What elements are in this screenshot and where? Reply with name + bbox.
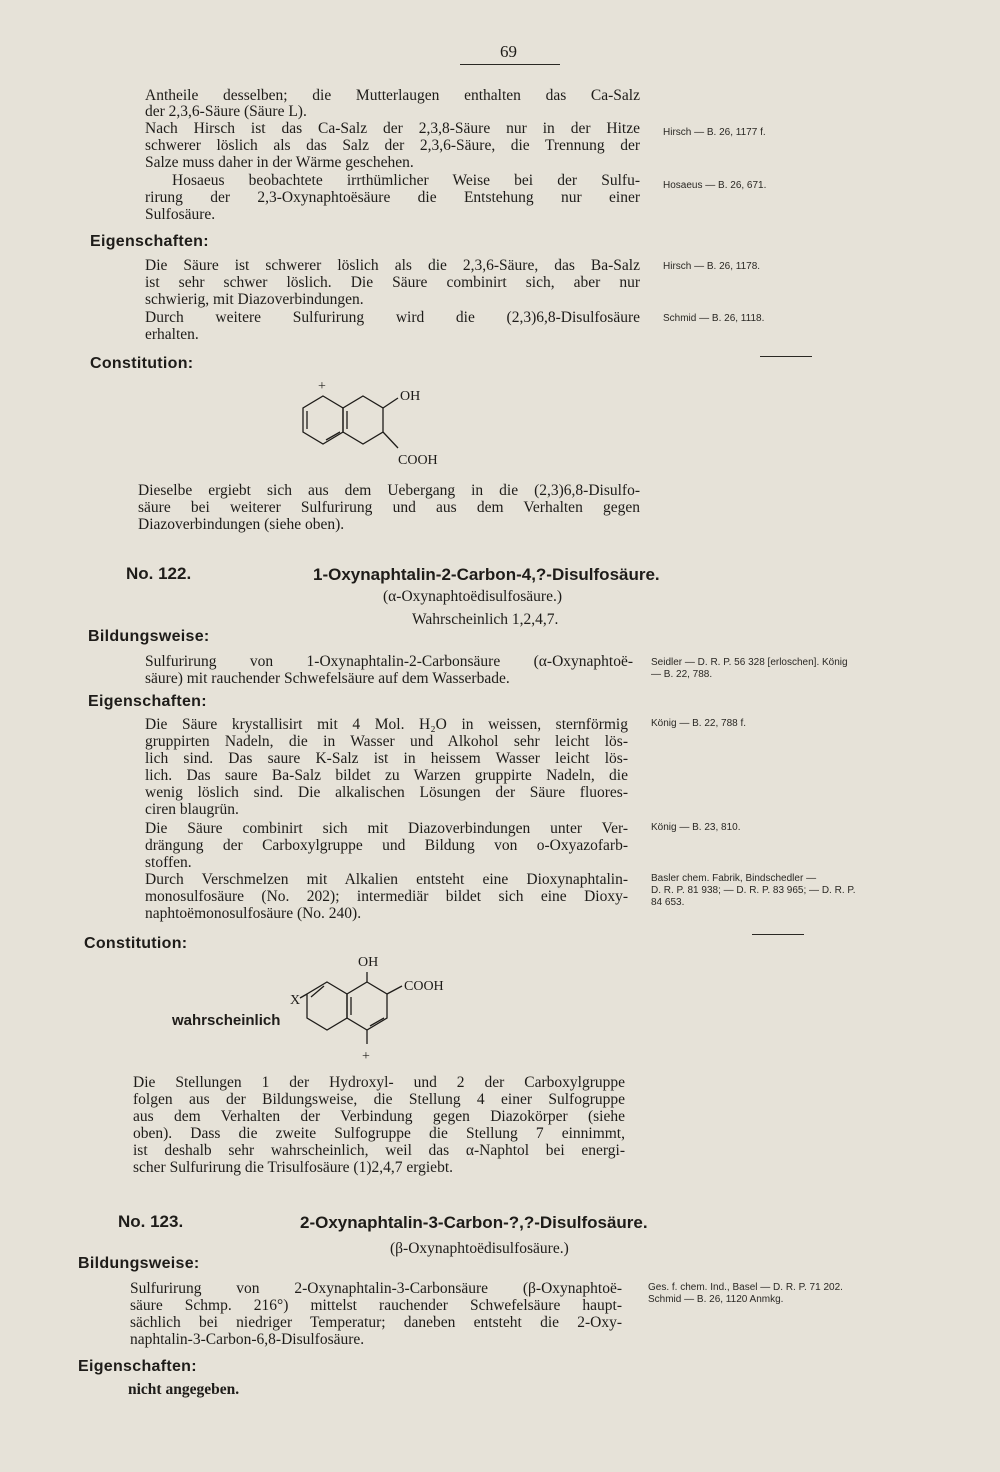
intro-line: rirung der 2,3-Oxynaphtoësäure die Entstehung nur einer [145,189,640,206]
section-heading-eigenschaften: Eigenschaften: [88,693,207,710]
body-line: naphtoëmonosulfosäure (No. 240). [145,905,362,922]
body-line: nicht angegeben. [128,1381,240,1398]
margin-rule [760,356,812,357]
body-line: Durch weitere Sulfurirung wird die (2,3)6,8-Disulfosäure [145,309,640,326]
body-line: schwierig, mit Diazoverbindungen. [145,291,364,308]
entry-title: 1-Oxynaphtalin-2-Carbon-4,?-Disulfosäure. [313,565,660,584]
margin-rule [752,934,804,935]
body-line: aus dem Verhalten der Verbindung gegen Diazokörper (siehe [133,1108,625,1125]
oh-label: OH [358,955,379,970]
body-line: Die Säure ist schwerer löslich als die 2,3,6-Säure, das Ba-Salz [145,257,640,274]
structure-formula-2-3-oxynaphtoic-sulfonic [290,378,438,478]
body-line: drängung der Carboxylgruppe und Bildung von o-Oxyazofarb- [145,837,628,854]
body-line: Sulfurirung von 2-Oxynaphtalin-3-Carbonsäure (β-Oxynaphtoë- [130,1280,622,1297]
intro-line: Antheile desselben; die Mutterlaugen enthalten das Ca-Salz [145,87,640,104]
margin-reference: König — B. 22, 788 f. [651,718,747,729]
body-line: stoffen. [145,854,192,871]
body-line: Sulfurirung von 1-Oxynaphtalin-2-Carbonsäure (α-Oxynaphtoë- [145,653,633,670]
intro-line: Sulfosäure. [145,206,216,223]
margin-reference: D. R. P. 81 938; — D. R. P. 83 965; — D. R. P. [651,885,856,896]
entry-subtitle: (α-Oxynaphtoëdisulfosäure.) [383,588,562,605]
body-line: oben). Dass die zweite Sulfogruppe die Stellung 7 einnimmt, [133,1125,625,1142]
body-line: erhalten. [145,326,199,343]
margin-reference: Hirsch — B. 26, 1177 f. [663,127,766,138]
margin-reference: Hosaeus — B. 26, 671. [663,180,767,191]
intro-line: schwerer löslich als das Salz der 2,3,6-Säure, die Trennung der [145,137,640,154]
cooh-label: COOH [398,453,438,468]
section-heading-bildungsweise: Bildungsweise: [88,628,210,645]
margin-reference: Seidler — D. R. P. 56 328 [erloschen]. König [651,657,848,668]
cooh-label: COOH [404,979,444,994]
margin-reference: Hirsch — B. 26, 1178. [663,261,761,272]
intro-line: Salze muss daher in der Wärme geschehen. [145,154,414,171]
body-line: ciren blaugrün. [145,801,239,818]
margin-reference: 84 653. [651,897,685,908]
intro-line: Hosaeus beobachtete irrthümlicher Weise bei der Sulfu- [172,172,640,189]
body-line: gruppirten Nadeln, die in Wasser und Alkohol sehr leicht lös- [145,733,628,750]
entry-number: No. 122. [126,564,192,583]
oh-label: OH [400,389,421,404]
body-line: Dieselbe ergiebt sich aus dem Uebergang in die (2,3)6,8-Disulfo- [138,482,640,499]
margin-reference: Schmid — B. 26, 1120 Anmkg. [648,1294,784,1305]
entry-title: 2-Oxynaphtalin-3-Carbon-?,?-Disulfosäure. [300,1213,648,1232]
body-line: ist sehr schwer löslich. Die Säure combinirt sich, aber nur [145,274,640,291]
body-line: Die Säure krystallisirt mit 4 Mol. H₂O in weissen, sternförmig [145,716,628,733]
body-line: folgen aus der Bildungsweise, die Stellung 4 einer Sulfogruppe [133,1091,625,1108]
body-line: säure bei weiterer Sulfurirung und aus dem Verhalten gegen [138,499,640,516]
margin-reference: Ges. f. chem. Ind., Basel — D. R. P. 71 202. [648,1282,843,1293]
section-heading-constitution: Constitution: [90,355,194,372]
body-line: säure Schmp. 216°) mittelst rauchender Schwefelsäure haupt- [130,1297,622,1314]
body-line: lich. Das saure Ba-Salz bildet zu Warzen gruppirte Nadeln, die [145,767,628,784]
section-heading-bildungsweise: Bildungsweise: [78,1255,200,1272]
plus-marker: + [318,379,326,394]
body-line: Die Säure combinirt sich mit Diazoverbindungen unter Ver- [145,820,628,837]
body-line: ist deshalb sehr wahrscheinlich, weil das α-Naphtol bei energi- [133,1142,625,1159]
body-line: Durch Verschmelzen mit Alkalien entsteht eine Dioxynaphtalin- [145,871,628,888]
entry-subtitle-position: Wahrscheinlich 1,2,4,7. [412,611,559,628]
section-heading-eigenschaften: Eigenschaften: [78,1358,197,1375]
structure-formula-1-2-4-7 [290,948,470,1068]
body-line: lich sind. Das saure K-Salz ist in heissem Wasser leicht lös- [145,750,628,767]
body-line: sächlich bei niedriger Temperatur; daneben entsteht die 2-Oxy- [130,1314,622,1331]
body-line: naphtalin-3-Carbon-6,8-Disulfosäure. [130,1331,365,1348]
plus-marker: + [362,1049,370,1064]
body-line: wenig löslich sind. Die alkalischen Lösungen der Säure fluores- [145,784,628,801]
margin-reference: Schmid — B. 26, 1118. [663,313,765,324]
body-line: Die Stellungen 1 der Hydroxyl- und 2 der Carboxylgruppe [133,1074,625,1091]
entry-number: No. 123. [118,1212,184,1231]
page-number-rule [460,64,560,65]
constitution-qualifier: wahrscheinlich [172,1012,281,1029]
intro-line: der 2,3,6-Säure (Säure L). [145,103,307,120]
body-line: Diazoverbindungen (siehe oben). [138,516,345,533]
entry-subtitle: (β-Oxynaphtoëdisulfosäure.) [390,1240,569,1257]
margin-reference: Basler chem. Fabrik, Bindschedler — [651,873,817,884]
body-line: scher Sulfurirung die Trisulfosäure (1)2,4,7 ergiebt. [133,1159,453,1176]
margin-reference: — B. 22, 788. [651,669,713,680]
body-line: säure) mit rauchender Schwefelsäure auf dem Wasserbade. [145,670,510,687]
page-number: 69 [500,42,517,61]
x-marker: X [290,993,301,1008]
intro-line: Nach Hirsch ist das Ca-Salz der 2,3,8-Säure nur in der Hitze [145,120,640,137]
section-heading-constitution: Constitution: [84,935,188,952]
body-line: monosulfosäure (No. 202); intermediär bildet sich eine Dioxy- [145,888,628,905]
margin-reference: König — B. 23, 810. [651,822,741,833]
section-heading-eigenschaften: Eigenschaften: [90,233,209,250]
